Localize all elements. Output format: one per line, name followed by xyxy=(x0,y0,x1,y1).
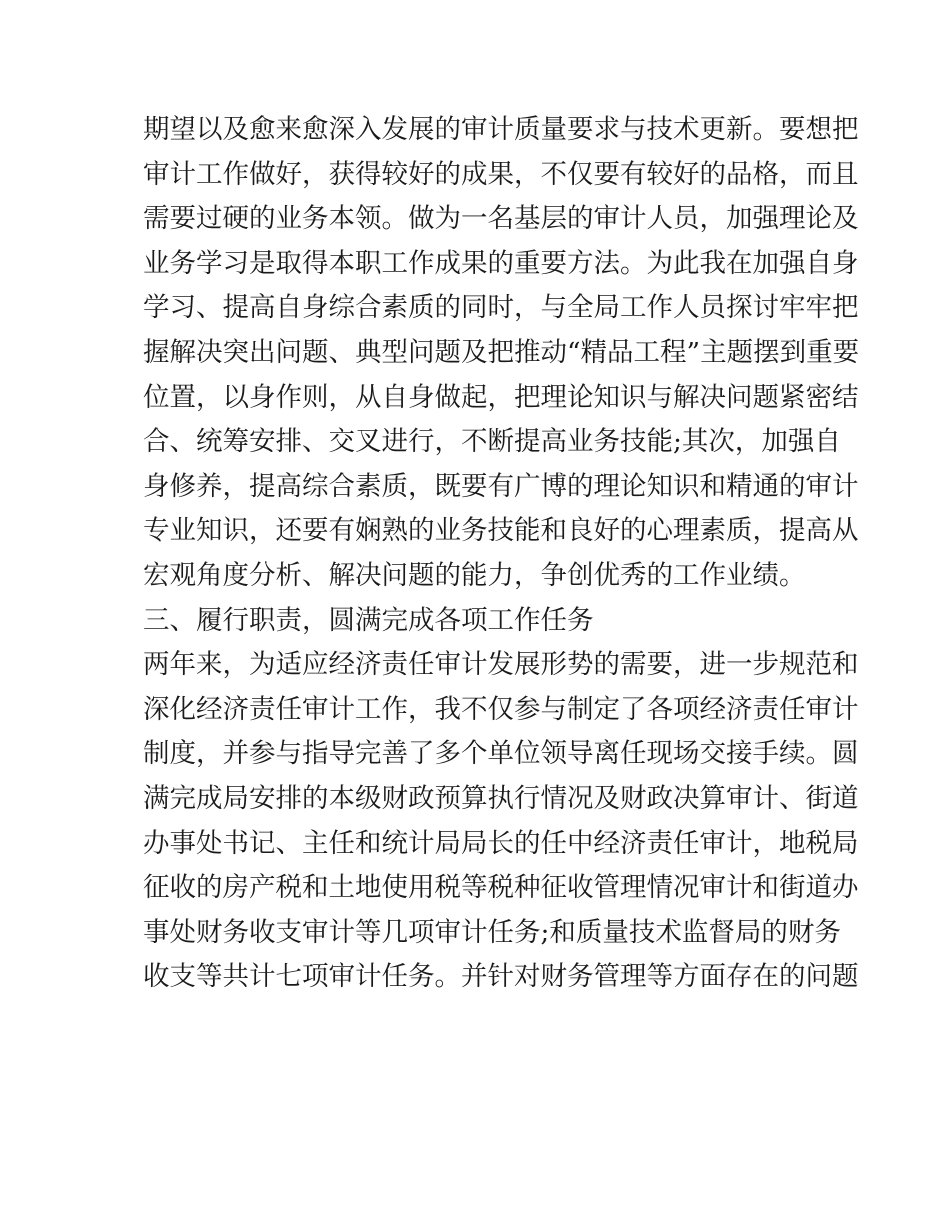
text-line: 合、统筹安排、交叉进行，不断提高业务技能;其次，加强自 xyxy=(143,426,841,458)
text-line: 宏观角度分析、解决问题的能力，争创优秀的工作业绩。 xyxy=(143,559,806,591)
text-line: 位置，以身作则，从自身做起，把理论知识与解决问题紧密结 xyxy=(143,381,859,413)
text-line: 期望以及愈来愈深入发展的审计质量要求与技术更新。要想把 xyxy=(143,114,859,145)
text-line: 满完成局安排的本级财政预算执行情况及财政决算审计、街道 xyxy=(143,782,859,814)
text-line: 制度，并参与指导完善了多个单位领导离任现场交接手续。圆 xyxy=(143,738,859,770)
text-line: 收支等共计七项审计任务。并针对财务管理等方面存在的问题 xyxy=(143,961,859,993)
text-line: 办事处书记、主任和统计局局长的任中经济责任审计，地税局 xyxy=(143,827,859,859)
text-line: 身修养，提高综合素质，既要有广博的理论知识和精通的审计 xyxy=(143,470,859,502)
section-heading: 三、履行职责，圆满完成各项工作任务 xyxy=(143,604,594,636)
text-line: 业务学习是取得本职工作成果的重要方法。为此我在加强自身 xyxy=(143,247,859,279)
text-line: 征收的房产税和土地使用税等税种征收管理情况审计和街道办 xyxy=(143,872,859,904)
text-line: 审计工作做好，获得较好的成果，不仅要有较好的品格，而且 xyxy=(143,158,859,190)
text-line: 深化经济责任审计工作，我不仅参与制定了各项经济责任审计 xyxy=(143,693,859,725)
text-line: 两年来，为适应经济责任审计发展形势的需要，进一步规范和 xyxy=(143,649,859,681)
text-line: 握解决突出问题、典型问题及把推动“精品工程”主题摆到重要 xyxy=(143,336,860,368)
text-line: 专业知识，还要有娴熟的业务技能和良好的心理素质，提高从 xyxy=(143,515,859,547)
text-line: 学习、提高自身综合素质的同时，与全局工作人员探讨牢牢把 xyxy=(143,292,859,324)
text-line: 事处财务收支审计等几项审计任务;和质量技术监督局的财务 xyxy=(143,916,841,948)
text-line: 需要过硬的业务本领。做为一名基层的审计人员，加强理论及 xyxy=(143,203,859,235)
body-text xyxy=(143,108,860,1000)
